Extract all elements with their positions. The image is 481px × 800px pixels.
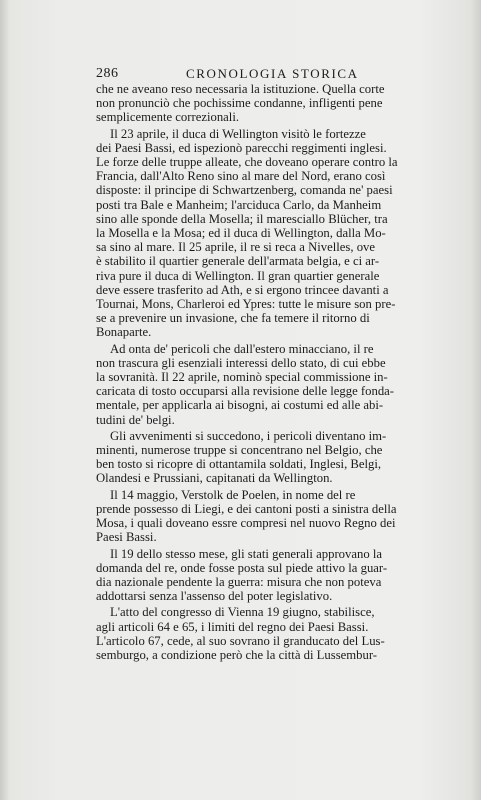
text-line: domanda del re, onde fosse posta sul piede attivo la guar- — [96, 560, 388, 575]
text-line: Le forze delle truppe alleate, che doveano operare contro la — [96, 155, 398, 170]
text-line: disposte: il principe di Schwartzenberg, comanda ne' paesi — [96, 183, 393, 198]
text-line: minenti, numerose truppe si concentrano nel Belgio, che — [96, 443, 383, 458]
paragraph — [96, 342, 435, 427]
text-line: dia nazionale pendente la guerra: misura che non poteva — [96, 574, 382, 589]
text-line: semplicemente correzionali. — [96, 110, 240, 125]
body-text — [96, 82, 435, 664]
text-line: mentale, per applicarla ai bisogni, ai costumi ed alle abi- — [96, 398, 384, 413]
text-line: sa sino al mare. Il 25 aprile, il re si reca a Nivelles, ove — [96, 240, 376, 255]
text-line: prende possesso di Liegi, e dei cantoni posti a sinistra della — [96, 501, 397, 516]
text-line: L'atto del congresso di Vienna 19 giugno, stabilisce, — [110, 605, 375, 620]
text-line: Tournai, Mons, Charleroi ed Ypres: tutte le misure son pre- — [96, 297, 396, 312]
text-line: Il 14 maggio, Verstolk de Poelen, in nome del re — [110, 487, 356, 502]
text-line: Gli avvenimenti si succedono, i pericoli diventano im- — [110, 428, 387, 443]
paragraph — [96, 488, 435, 545]
text-line: Bonaparte. — [96, 325, 152, 340]
text-line: che ne aveano reso necessaria la istituzione. Quella corte — [96, 82, 385, 96]
text-line: Il 23 aprile, il duca di Wellington visitò le fortezze — [110, 126, 366, 141]
text-line: addottarsi senza l'assenso del poter legislativo. — [96, 589, 333, 604]
paragraph — [96, 605, 435, 662]
text-line: posti tra Bale e Manheim; l'arciduca Carlo, da Manheim — [96, 197, 382, 212]
text-line: Olandesi e Prussiani, capitanati da Wellington. — [96, 471, 333, 486]
text-line: Mosa, i quali doveano essre compresi nel nuovo Regno dei — [96, 516, 396, 531]
text-line: agli articoli 64 e 65, i limiti del regno dei Paesi Bassi. — [96, 619, 369, 634]
text-line: non trascura gli esenziali interessi dello stato, di cui ebbe — [96, 355, 386, 370]
text-line: tudini de' belgi. — [96, 412, 175, 427]
text-line: semburgo, a condizione però che la città di Lussembur- — [96, 647, 378, 662]
text-line: se a prevenire un invasione, che fa temere il ritorno di — [96, 311, 370, 326]
text-line: non pronunciò che pochissime condanne, infligenti pene — [96, 96, 383, 111]
text-line: la sovranità. Il 22 aprile, nominò special commissione in- — [96, 370, 388, 385]
text-line: la Mosella e la Mosa; ed il duca di Wellington, dalla Mo- — [96, 226, 386, 241]
paragraph — [96, 127, 435, 340]
text-line: riva pure il duca di Wellington. Il gran quartier generale — [96, 268, 380, 283]
text-line: deve essere trasferito ad Ath, e si ergono trincee davanti a — [96, 282, 389, 297]
page-header — [96, 66, 396, 82]
text-line: Il 19 dello stesso mese, gli stati generali approvano la — [110, 546, 383, 561]
paragraph — [96, 82, 435, 125]
text-line: L'articolo 67, cede, al suo sovrano il granducato del Lus- — [96, 633, 385, 648]
text-line: è stabilito il quartier generale dell'armata belgia, e ci ar- — [96, 254, 380, 269]
text-line: sino alle sponde della Mosella; il maresciallo Blücher, tra — [96, 211, 388, 226]
text-line: Ad onta de' pericoli che dall'estero minacciano, il re — [110, 341, 374, 356]
running-title: CRONOLOGIA STORICA — [186, 66, 359, 81]
text-line: ben tosto si ricopre di ottantamila soldati, Inglesi, Belgi, — [96, 457, 382, 472]
paragraph — [96, 547, 435, 604]
page-number: 286 — [96, 66, 119, 81]
text-line: caricata di tosto occuparsi alla revisione delle legge fonda- — [96, 384, 395, 399]
text-line: Paesi Bassi. — [96, 530, 157, 545]
paragraph — [96, 429, 435, 486]
text-line: Francia, dall'Alto Reno sino al mare del Nord, erano così — [96, 169, 386, 184]
text-line: dei Paesi Bassi, ed ispezionò parecchi reggimenti inglesi. — [96, 140, 387, 155]
